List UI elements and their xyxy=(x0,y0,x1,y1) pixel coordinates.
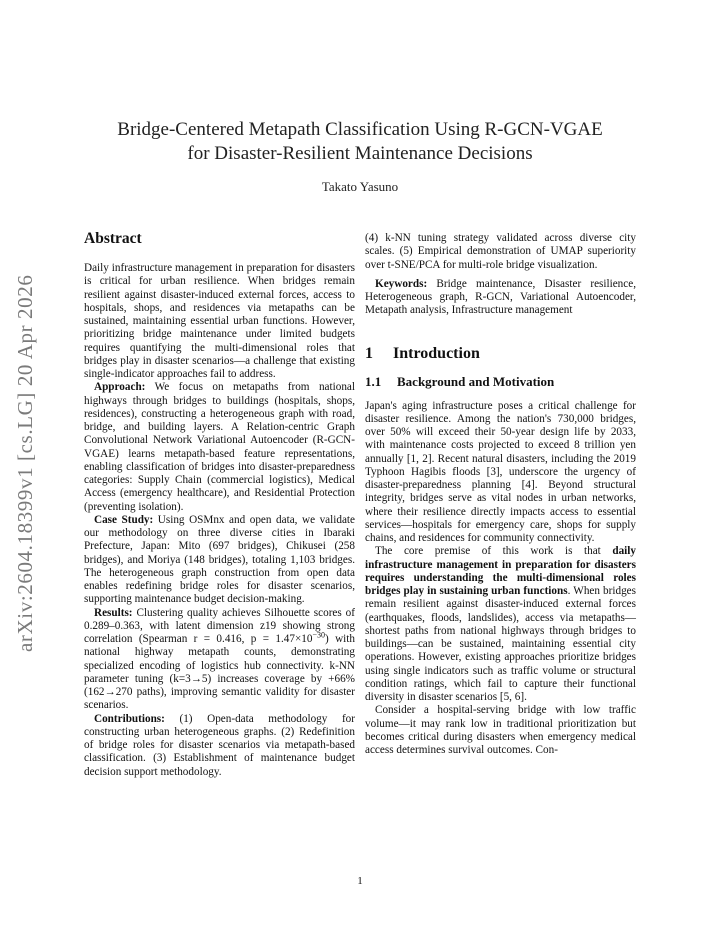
right-column xyxy=(365,232,636,757)
subsection-title: Background and Motivation xyxy=(397,373,555,389)
case-study-text: Using OSMnx and open data, we validate our methodology on three diverse cities in Ibaraki Prefecture, Japan: Mito (697 bridges), Chikusei (258 bridges), and Moriya (148 bridges), totaling 1,103 bridges. The heterogeneous graph construction from open data enables redefining bridge roles for disaster scenarios, supporting maintenance budget decision-making. xyxy=(84,513,355,606)
case-study-label: Case Study: xyxy=(94,513,154,526)
abstract-approach xyxy=(84,381,355,514)
abstract-case-study xyxy=(84,514,355,607)
title-line-1: Bridge-Centered Metapath Classification Using R-GCN-VGAE xyxy=(117,119,603,140)
results-exponent: −30 xyxy=(312,630,325,640)
abstract-heading: Abstract xyxy=(84,230,142,247)
keywords-label: Keywords: xyxy=(375,277,428,290)
contributions-label: Contributions: xyxy=(94,712,165,725)
title-line-2: for Disaster-Resilient Maintenance Decisions xyxy=(187,143,533,164)
contributions-continued: (4) k-NN tuning strategy validated across diverse city scales. (5) Empirical demonstration of UMAP superiority over t-SNE/PCA for multi-role bridge visualization. xyxy=(365,232,636,271)
abstract-intro: Daily infrastructure management in preparation for disasters is critical for urban resilience. When bridges remain resilient against disaster-induced external forces, access to hospitals, shops, and residences via metapaths can be sustained, maintaining essential urban functions. However, prioritizing bridge maintenance under limited budgets requires quantifying the multi-dimensional roles that bridges play in disaster scenarios—a challenge that existing single-indicator approaches fail to address. xyxy=(84,262,355,380)
arxiv-stamp-text: arXiv:2604.18399v1 [cs.LG] 20 Apr 2026 xyxy=(13,274,37,652)
results-text-a: Clustering quality achieves Silhouette scores of 0.289–0.363, with latent dimension z19 showing strong correlation (Spearman r = 0.416, p = 1.47×10 xyxy=(84,606,355,645)
subsection-number: 1.1 xyxy=(365,373,382,389)
contributions-text: (1) Open-data methodology for constructing urban heterogeneous graphs. (2) Redefinition of bridge roles for disaster scenarios via metapath-based classification. (3) Establishment of maintenance budget decision support methodology. xyxy=(84,712,355,778)
results-text-b: ) with national highway metapath counts, demonstrating specialized encoding of logistics hub connectivity. k-NN parameter tuning (k=3→5) increases coverage by +66% (162→270 paths), improving semantic validity for disaster scenarios. xyxy=(84,633,355,712)
results-label: Results: xyxy=(94,606,133,619)
approach-text: We focus on metapaths from national highways through bridges to buildings (hospitals, shops, residences), constructing a heterogeneous graph with road, bridge, and building layers. A Relation-centric Graph Convolutional Network Variational Autoencoder (R-GCN-VGAE) learns metapath-based feature representations, enabling classification of bridges into disaster-preparedness categories: Supply Chain (commercial logistics), Medical Access (emergency healthcare), and Residential Protection (preventing isolation). xyxy=(84,381,355,513)
para2-rest: . When bridges remain resilient against disaster-induced external forces (earthquakes, floods, landslides), access via metapaths—shortest paths from national highways through bridges to buildings—can be sustained, maintaining essential city operations. However, existing approaches prioritize bridges using single indicators such as traffic volume or structural condition ratings, which fail to capture their functional diversity in disaster scenarios [5, 6]. xyxy=(365,585,636,703)
abstract-results xyxy=(84,607,355,713)
subsection-heading-background xyxy=(365,374,636,390)
section-number: 1 xyxy=(365,344,373,362)
page-number: 1 xyxy=(357,875,363,887)
keywords-text: Bridge maintenance, Disaster resilience, Heterogeneous graph, R-GCN, Variational Autoencoder, Metapath analysis, Infrastructure management xyxy=(365,277,636,317)
approach-label: Approach: xyxy=(94,381,146,394)
abstract-contributions xyxy=(84,713,355,779)
intro-paragraph-1: Japan's aging infrastructure poses a critical challenge for disaster resilience. Among the nation's 730,000 bridges, over 50% will exceed their 50-year design life by 2033, with maintenance costs projected to exceed 8 trillion yen annually [1, 2]. Recent natural disasters, including the 2019 Typhoon Hagibis floods [3], underscore the urgency of disaster-preparedness planning [4]. Beyond structural integrity, bridges serve as vital nodes in urban networks, where their resilience directly impacts access to essential services—hospitals for emergency care, shops for supply chains, and residences for community connectivity. xyxy=(365,399,636,544)
paper-title xyxy=(60,118,660,166)
para2-lead: The core premise of this work is that xyxy=(375,545,613,558)
para2-emphasis: daily infrastructure management in preparation for disasters requires understanding the multi-dimensional roles bridges play in sustaining urban functions xyxy=(365,545,636,597)
intro-paragraph-2 xyxy=(365,545,636,704)
intro-paragraph-3: Consider a hospital-serving bridge with low traffic volume—it may rank low in traditional prioritization but becomes critical during disasters when emergency medical access determines survival outcomes. Con- xyxy=(365,704,636,756)
author: Takato Yasuno xyxy=(321,179,399,194)
section-heading-introduction xyxy=(365,344,636,364)
keywords xyxy=(365,278,636,318)
left-column xyxy=(84,230,355,779)
section-title: Introduction xyxy=(393,344,480,362)
